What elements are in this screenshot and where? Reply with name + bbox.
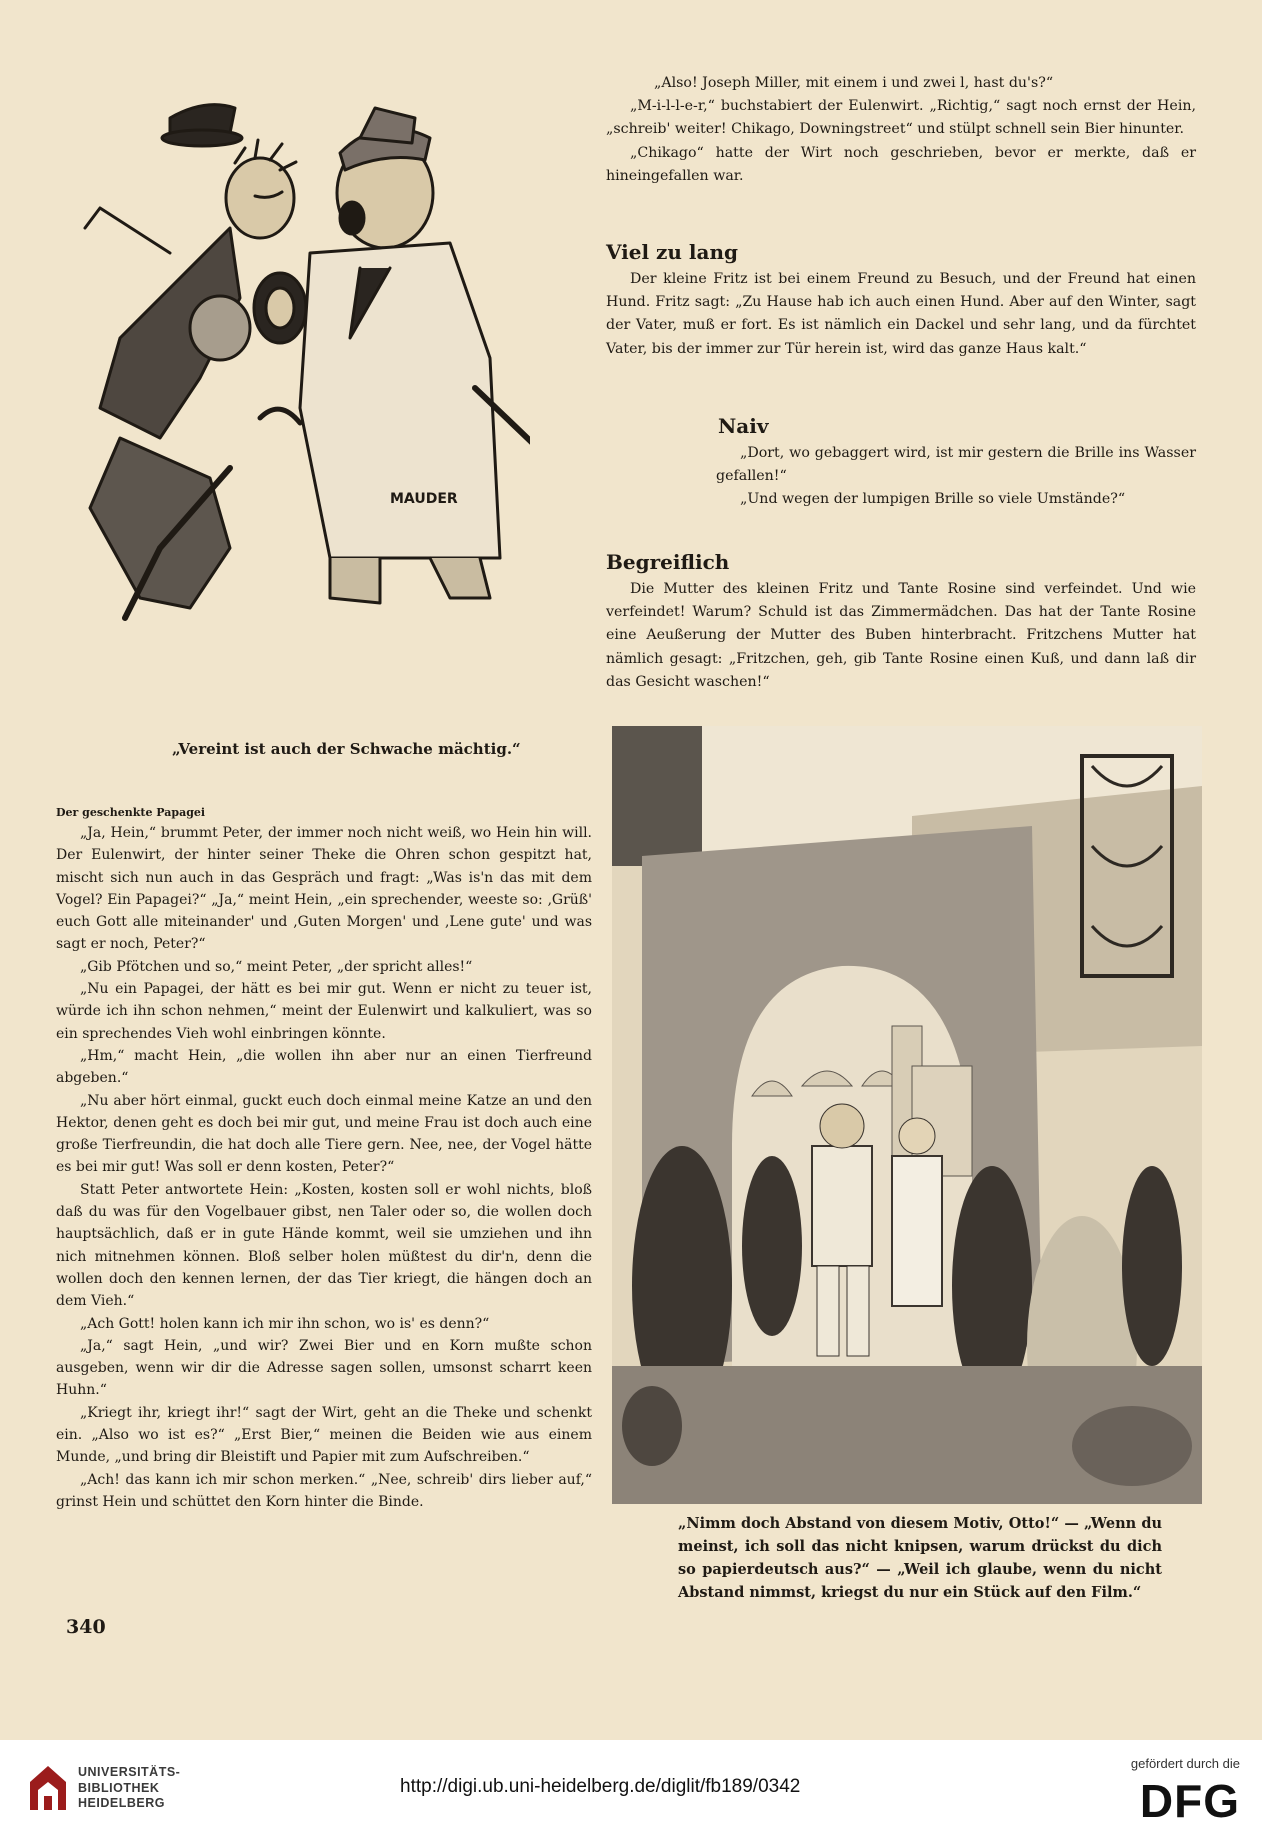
paragraph: „Dort, wo gebaggert wird, ist mir gestern die Brille ins Wasser gefallen!“ bbox=[716, 445, 1196, 485]
paragraph: Der kleine Fritz ist bei einem Freund zu Besuch, und der Freund hat einen Hund. Fritz sagt: „Zu Hause hab ich auch einen Hund. Aber auf den Winter, sagt der Vater, muß er fort. Es ist nämlich ein Dackel und sehr lang, und da fürchtet Vater, bis der immer zur Tür herein ist, wird das ganze Haus kalt.“ bbox=[606, 271, 1196, 357]
story-papagei bbox=[56, 822, 592, 1513]
paragraph: „Hm,“ macht Hein, „die wollen ihn aber nur an einen Tierfreund abgeben.“ bbox=[56, 1047, 592, 1087]
story-title-papagei: Der geschenkte Papagei bbox=[56, 806, 206, 819]
paragraph: Statt Peter antwortete Hein: „Kosten, kosten soll er wohl nichts, bloß daß du was für den Vogelbauer gibst, nen Taler oder so, die wollen doch hauptsächlich, daß er in gute Hände kommt, weil sie umziehen und ihn nich mitnehmen können. Bloß selber holen müßtest du dir'n, denn die wollen doch den kennen lernen, der das Tier kriegt, die hängen doch an dem Vieh.“ bbox=[56, 1181, 592, 1310]
paragraph: „Also! Joseph Miller, mit einem i und zwei l, hast du's?“ bbox=[654, 75, 1054, 91]
paragraph: „Nu aber hört einmal, guckt euch doch einmal meine Katze an und den Hektor, denen geht es doch bei mir gut, und meine Frau ist doch auch eine große Tierfreundin, die hat doch alle Tiere gern. Nee, nee, der Vogel hätte es bei mir gut! Was soll er denn kosten, Peter?“ bbox=[56, 1092, 592, 1176]
paragraph: „Chikago“ hatte der Wirt noch geschrieben, bevor er merkte, daß er hineingefallen war. bbox=[606, 144, 1196, 184]
cartoon-illustration bbox=[30, 78, 530, 628]
story-title-begreiflich: Begreiflich bbox=[606, 550, 730, 574]
library-line: BIBLIOTHEK bbox=[78, 1780, 160, 1795]
library-line: UNIVERSITÄTS- bbox=[78, 1765, 181, 1779]
story-title-viel-zu-lang: Viel zu lang bbox=[606, 240, 738, 264]
street-scene-illustration bbox=[612, 726, 1202, 1504]
footer-bar bbox=[0, 1740, 1262, 1838]
dfg-logo: DFG bbox=[1139, 1775, 1240, 1827]
story-title-naiv: Naiv bbox=[718, 414, 769, 438]
story-naiv bbox=[716, 442, 1196, 512]
paragraph: „Nu ein Papagei, der hätt es bei mir gut. Wenn er nicht zu teuer ist, würde ich ihn schon nehmen,“ meint der Eulenwirt und kalkuliert, was so ein sprechendes Vieh wohl einbringen könnte. bbox=[56, 981, 592, 1042]
paragraph: „Gib Pfötchen und so,“ meint Peter, „der spricht alles!“ bbox=[80, 958, 473, 975]
cartoon-caption: „Vereint ist auch der Schwache mächtig.“ bbox=[172, 740, 521, 758]
paragraph: „Ach! das kann ich mir schon merken.“ „Nee, schreib' dirs lieber auf,“ grinst Hein und schüttet den Korn hinter die Binde. bbox=[56, 1471, 592, 1510]
paragraph: „Ja,“ sagt Hein, „und wir? Zwei Bier und en Korn mußte schon ausgeben, wenn wir dir die Adresse sagen sollen, umsonst scharrt keen Huhn.“ bbox=[56, 1337, 592, 1399]
paragraph: „Und wegen der lumpigen Brille so viele Umstände?“ bbox=[740, 491, 1126, 508]
funded-by-text: gefördert durch die bbox=[1130, 1756, 1240, 1771]
library-line: HEIDELBERG bbox=[78, 1796, 165, 1810]
page-number: 340 bbox=[66, 1616, 106, 1638]
story-viel-zu-lang bbox=[606, 268, 1196, 361]
street-scene-caption: „Nimm doch Abstand von diesem Motiv, Otto!“ — „Wenn du meinst, ich soll das nicht knipsen, warum drückst du dich so papierdeutsch aus?“ — „Weil ich glaube, wenn du nicht Abstand nimmst, kriegst du nur ein Stück auf den Film.“ bbox=[678, 1515, 1162, 1601]
permalink-url[interactable]: http://digi.ub.uni-heidelberg.de/diglit/fb189/0342 bbox=[400, 1776, 801, 1797]
story-begreiflich bbox=[606, 578, 1196, 694]
paragraph: „Ach Gott! holen kann ich mir ihn schon, wo is' es denn?“ bbox=[80, 1315, 490, 1332]
paragraph: „Ja, Hein,“ brummt Peter, der immer noch nicht weiß, wo Hein hin will. Der Eulenwirt, der hinter seiner Theke die Ohren schon gespitzt hat, mischt sich nun auch in das Gespräch und fragt: „Was is'n das mit dem Vogel? Ein Papagei?“ „Ja,“ meint Hein, „ein sprechender, weeste so: ‚Grüß' euch Gott alle miteinander' und ‚Guten Morgen' und ‚Lene gute' und was sagt er noch, Peter?“ bbox=[56, 825, 592, 953]
continued-story bbox=[606, 72, 1196, 188]
university-library-logo-icon bbox=[26, 1762, 70, 1814]
cartoon-signature: MAUDER bbox=[390, 491, 458, 507]
university-library-name bbox=[78, 1765, 180, 1812]
paragraph: „M-i-l-l-e-r,“ buchstabiert der Eulenwirt. „Richtig,“ sagt noch ernst der Hein, „schreib' weiter! Chikago, Downingstreet“ und stülpt schnell sein Bier hinunter. bbox=[606, 98, 1196, 138]
paragraph: Die Mutter des kleinen Fritz und Tante Rosine sind verfeindet. Und wie verfeindet! Warum? Schuld ist das Zimmermädchen. Das hat der Tante Rosine eine Aeußerung der Mutter des Buben hinterbracht. Fritzchens Mutter hat nämlich gesagt: „Fritzchen, geh, gib Tante Rosine einen Kuß, und dann laß dir das Gesicht waschen!“ bbox=[606, 581, 1196, 690]
paragraph: „Kriegt ihr, kriegt ihr!“ sagt der Wirt, geht an die Theke und schenkt ein. „Also wo ist es?“ „Erst Bier,“ meinen die Beiden wie aus einem Munde, „und bring dir Bleistift und Papier mit zum Aufschreiben.“ bbox=[56, 1404, 592, 1466]
